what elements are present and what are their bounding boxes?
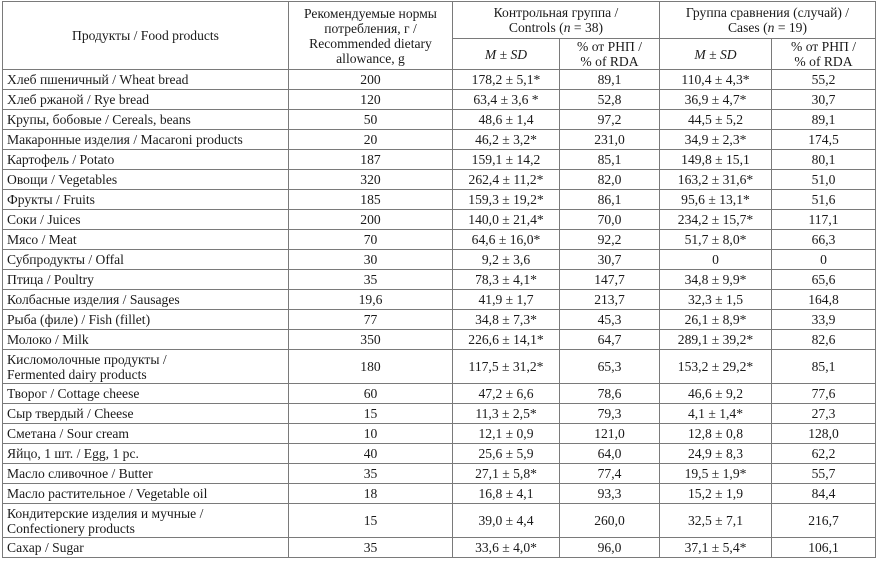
- cases-pct-rda: 128,0: [772, 424, 876, 444]
- header-cases-pct: % от РНП / % of RDA: [772, 39, 876, 70]
- table-row: [3, 350, 876, 384]
- rda-value: 35: [289, 538, 453, 558]
- product-name: Сахар / Sugar: [3, 538, 289, 558]
- table-row: [3, 330, 876, 350]
- cases-msd: 34,9 ± 2,3*: [660, 130, 772, 150]
- cases-pct-rda: 77,6: [772, 384, 876, 404]
- product-name: Творог / Cottage cheese: [3, 384, 289, 404]
- rda-value: 77: [289, 310, 453, 330]
- product-name: Масло растительное / Vegetable oil: [3, 484, 289, 504]
- table-row: [3, 538, 876, 558]
- controls-pct-rda: 82,0: [560, 170, 660, 190]
- table-row: [3, 210, 876, 230]
- product-name: Кондитерские изделия и мучные / Confectionery products: [3, 504, 289, 538]
- controls-pct-rda: 45,3: [560, 310, 660, 330]
- controls-msd: 25,6 ± 5,9: [453, 444, 560, 464]
- cases-pct-rda: 85,1: [772, 350, 876, 384]
- controls-pct-rda: 79,3: [560, 404, 660, 424]
- product-name: Рыба (филе) / Fish (fillet): [3, 310, 289, 330]
- table-row: [3, 90, 876, 110]
- header-cases: [660, 2, 876, 39]
- header-rda: [289, 2, 453, 70]
- product-name: Овощи / Vegetables: [3, 170, 289, 190]
- cases-msd: 44,5 ± 5,2: [660, 110, 772, 130]
- controls-msd: 63,4 ± 3,6 *: [453, 90, 560, 110]
- header-rda-line3: Recommended dietary: [309, 35, 432, 51]
- cases-msd: 32,3 ± 1,5: [660, 290, 772, 310]
- table-header: [3, 2, 876, 70]
- rda-value: 320: [289, 170, 453, 190]
- controls-msd: 226,6 ± 14,1*: [453, 330, 560, 350]
- cases-msd: 36,9 ± 4,7*: [660, 90, 772, 110]
- product-name: Птица / Poultry: [3, 270, 289, 290]
- controls-msd: 27,1 ± 5,8*: [453, 464, 560, 484]
- product-name: Субпродукты / Offal: [3, 250, 289, 270]
- cases-pct-rda: 216,7: [772, 504, 876, 538]
- controls-pct-rda: 147,7: [560, 270, 660, 290]
- cases-pct-rda: 30,7: [772, 90, 876, 110]
- controls-msd: 159,3 ± 19,2*: [453, 190, 560, 210]
- controls-msd: 41,9 ± 1,7: [453, 290, 560, 310]
- controls-msd: 159,1 ± 14,2: [453, 150, 560, 170]
- cases-msd: 34,8 ± 9,9*: [660, 270, 772, 290]
- product-name: Сметана / Sour cream: [3, 424, 289, 444]
- product-name: Картофель / Potato: [3, 150, 289, 170]
- controls-msd: 12,1 ± 0,9: [453, 424, 560, 444]
- cases-pct-rda: 51,0: [772, 170, 876, 190]
- header-controls-line1: Контрольная группа /: [493, 5, 619, 20]
- header-products: [3, 2, 289, 70]
- product-name: Кисломолочные продукты / Fermented dairy products: [3, 350, 289, 384]
- rda-value: 180: [289, 350, 453, 384]
- cases-pct-rda: 27,3: [772, 404, 876, 424]
- controls-pct-rda: 96,0: [560, 538, 660, 558]
- cases-pct-rda: 51,6: [772, 190, 876, 210]
- cases-pct-rda: 62,2: [772, 444, 876, 464]
- header-controls: [453, 2, 660, 39]
- product-name: Масло сливочное / Butter: [3, 464, 289, 484]
- controls-pct-rda: 231,0: [560, 130, 660, 150]
- cases-msd: 95,6 ± 13,1*: [660, 190, 772, 210]
- controls-pct-rda: 64,0: [560, 444, 660, 464]
- rda-value: 50: [289, 110, 453, 130]
- product-name: Колбасные изделия / Sausages: [3, 290, 289, 310]
- rda-value: 120: [289, 90, 453, 110]
- cases-msd: 46,6 ± 9,2: [660, 384, 772, 404]
- controls-msd: 9,2 ± 3,6: [453, 250, 560, 270]
- rda-value: 15: [289, 404, 453, 424]
- cases-pct-rda: 80,1: [772, 150, 876, 170]
- cases-msd: 149,8 ± 15,1: [660, 150, 772, 170]
- cases-pct-rda: 89,1: [772, 110, 876, 130]
- rda-value: 200: [289, 210, 453, 230]
- cases-pct-rda: 65,6: [772, 270, 876, 290]
- controls-msd: 262,4 ± 11,2*: [453, 170, 560, 190]
- controls-pct-rda: 92,2: [560, 230, 660, 250]
- rda-value: 350: [289, 330, 453, 350]
- table-row: [3, 310, 876, 330]
- header-cases-line2: Cases (n = 19): [727, 20, 808, 35]
- controls-pct-rda: 52,8: [560, 90, 660, 110]
- cases-msd: 19,5 ± 1,9*: [660, 464, 772, 484]
- table-row: [3, 484, 876, 504]
- cases-msd: 26,1 ± 8,9*: [660, 310, 772, 330]
- rda-value: 10: [289, 424, 453, 444]
- table-row: [3, 110, 876, 130]
- cases-msd: 51,7 ± 8,0*: [660, 230, 772, 250]
- controls-pct-rda: 213,7: [560, 290, 660, 310]
- product-name: Сыр твердый / Cheese: [3, 404, 289, 424]
- cases-msd: 12,8 ± 0,8: [660, 424, 772, 444]
- controls-msd: 16,8 ± 4,1: [453, 484, 560, 504]
- table-row: [3, 190, 876, 210]
- table-row: [3, 170, 876, 190]
- table-row: [3, 270, 876, 290]
- header-controls-line2: Controls (n = 38): [508, 20, 604, 35]
- product-name: Соки / Juices: [3, 210, 289, 230]
- table-row: [3, 424, 876, 444]
- cases-pct-rda: 66,3: [772, 230, 876, 250]
- rda-value: 19,6: [289, 290, 453, 310]
- controls-msd: 140,0 ± 21,4*: [453, 210, 560, 230]
- cases-pct-rda: 106,1: [772, 538, 876, 558]
- table-body: [3, 70, 876, 558]
- table-row: [3, 444, 876, 464]
- table-row: [3, 70, 876, 90]
- cases-msd: 0: [660, 250, 772, 270]
- rda-value: 30: [289, 250, 453, 270]
- product-name: Макаронные изделия / Macaroni products: [3, 130, 289, 150]
- controls-msd: 117,5 ± 31,2*: [453, 350, 560, 384]
- controls-pct-rda: 70,0: [560, 210, 660, 230]
- header-rda-line2: потребления, г /: [324, 20, 417, 36]
- controls-pct-rda: 77,4: [560, 464, 660, 484]
- cases-msd: 234,2 ± 15,7*: [660, 210, 772, 230]
- rda-value: 200: [289, 70, 453, 90]
- cases-msd: 24,9 ± 8,3: [660, 444, 772, 464]
- rda-value: 35: [289, 270, 453, 290]
- rda-value: 70: [289, 230, 453, 250]
- cases-msd: 110,4 ± 4,3*: [660, 70, 772, 90]
- controls-pct-rda: 65,3: [560, 350, 660, 384]
- cases-pct-rda: 164,8: [772, 290, 876, 310]
- table-row: [3, 290, 876, 310]
- rda-value: 185: [289, 190, 453, 210]
- table-row: [3, 250, 876, 270]
- product-name: Крупы, бобовые / Cereals, beans: [3, 110, 289, 130]
- controls-msd: 34,8 ± 7,3*: [453, 310, 560, 330]
- controls-msd: 47,2 ± 6,6: [453, 384, 560, 404]
- cases-msd: 289,1 ± 39,2*: [660, 330, 772, 350]
- header-cases-msd: M ± SD: [660, 39, 772, 70]
- cases-pct-rda: 82,6: [772, 330, 876, 350]
- rda-value: 60: [289, 384, 453, 404]
- controls-msd: 33,6 ± 4,0*: [453, 538, 560, 558]
- controls-msd: 78,3 ± 4,1*: [453, 270, 560, 290]
- controls-pct-rda: 260,0: [560, 504, 660, 538]
- rda-value: 40: [289, 444, 453, 464]
- table-row: [3, 384, 876, 404]
- header-cases-line1: Группа сравнения (случай) /: [685, 5, 850, 20]
- cases-msd: 4,1 ± 1,4*: [660, 404, 772, 424]
- controls-pct-rda: 64,7: [560, 330, 660, 350]
- product-name: Фрукты / Fruits: [3, 190, 289, 210]
- product-name: Хлеб ржаной / Rye bread: [3, 90, 289, 110]
- product-name: Яйцо, 1 шт. / Egg, 1 pc.: [3, 444, 289, 464]
- table-row: [3, 150, 876, 170]
- table-row: [3, 130, 876, 150]
- cases-msd: 15,2 ± 1,9: [660, 484, 772, 504]
- header-products-label: Продукты / Food products: [72, 28, 219, 43]
- table-row: [3, 464, 876, 484]
- header-rda-line4: allowance, g: [336, 50, 405, 66]
- rda-value: 18: [289, 484, 453, 504]
- cases-pct-rda: 55,2: [772, 70, 876, 90]
- controls-msd: 178,2 ± 5,1*: [453, 70, 560, 90]
- rda-value: 15: [289, 504, 453, 538]
- product-name: Хлеб пшеничный / Wheat bread: [3, 70, 289, 90]
- cases-pct-rda: 117,1: [772, 210, 876, 230]
- food-consumption-table: [2, 1, 876, 558]
- cases-msd: 153,2 ± 29,2*: [660, 350, 772, 384]
- header-controls-pct: % от РНП / % of RDA: [560, 39, 660, 70]
- controls-msd: 46,2 ± 3,2*: [453, 130, 560, 150]
- controls-pct-rda: 121,0: [560, 424, 660, 444]
- cases-pct-rda: 55,7: [772, 464, 876, 484]
- cases-pct-rda: 174,5: [772, 130, 876, 150]
- header-rda-line1: Рекомендуемые нормы: [304, 5, 437, 21]
- cases-pct-rda: 33,9: [772, 310, 876, 330]
- cases-msd: 37,1 ± 5,4*: [660, 538, 772, 558]
- rda-value: 20: [289, 130, 453, 150]
- controls-pct-rda: 97,2: [560, 110, 660, 130]
- table-row: [3, 404, 876, 424]
- controls-pct-rda: 89,1: [560, 70, 660, 90]
- controls-pct-rda: 30,7: [560, 250, 660, 270]
- controls-pct-rda: 93,3: [560, 484, 660, 504]
- controls-pct-rda: 78,6: [560, 384, 660, 404]
- cases-pct-rda: 84,4: [772, 484, 876, 504]
- controls-msd: 39,0 ± 4,4: [453, 504, 560, 538]
- rda-value: 35: [289, 464, 453, 484]
- controls-msd: 11,3 ± 2,5*: [453, 404, 560, 424]
- table-row: [3, 230, 876, 250]
- cases-msd: 163,2 ± 31,6*: [660, 170, 772, 190]
- controls-msd: 64,6 ± 16,0*: [453, 230, 560, 250]
- controls-msd: 48,6 ± 1,4: [453, 110, 560, 130]
- table-row: [3, 504, 876, 538]
- controls-pct-rda: 85,1: [560, 150, 660, 170]
- cases-pct-rda: 0: [772, 250, 876, 270]
- product-name: Мясо / Meat: [3, 230, 289, 250]
- header-controls-msd: M ± SD: [453, 39, 560, 70]
- controls-pct-rda: 86,1: [560, 190, 660, 210]
- cases-msd: 32,5 ± 7,1: [660, 504, 772, 538]
- product-name: Молоко / Milk: [3, 330, 289, 350]
- rda-value: 187: [289, 150, 453, 170]
